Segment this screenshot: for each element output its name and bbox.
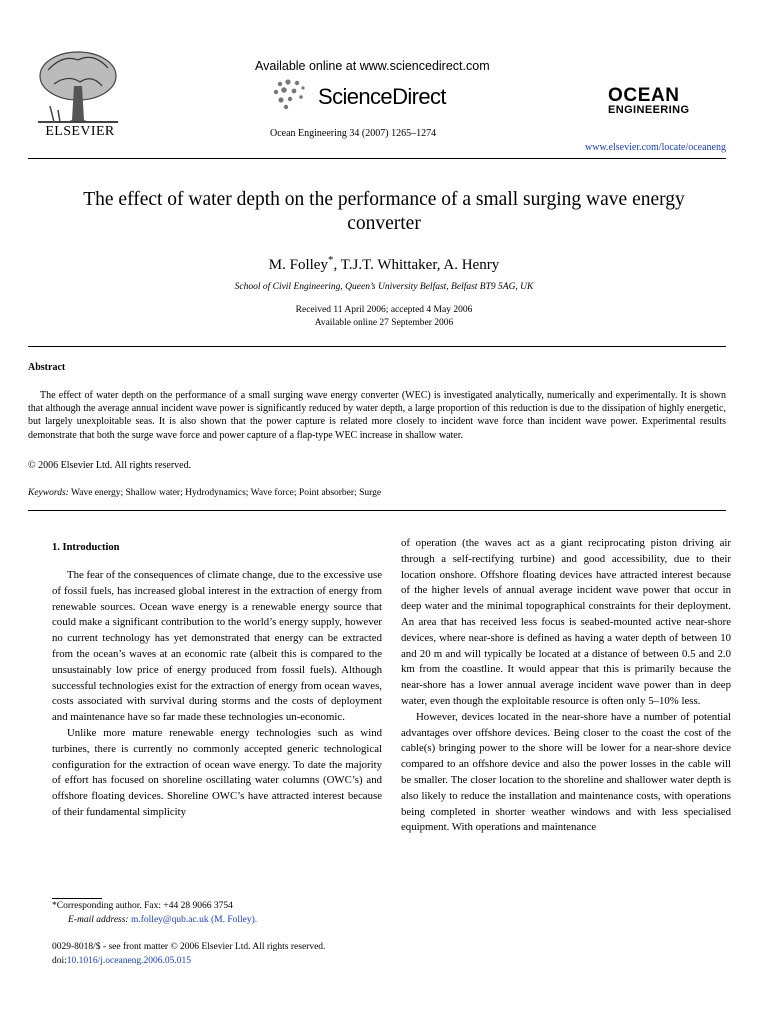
author-list: [60, 254, 708, 274]
journal-logo-ocean: OCEAN: [608, 85, 680, 106]
abstract-top-divider: [28, 346, 726, 347]
available-online-notice: Available online at www.sciencedirect.com: [255, 59, 490, 73]
abstract-bottom-divider: [28, 510, 726, 511]
abstract-copyright: © 2006 Elsevier Ltd. All rights reserved.: [28, 460, 192, 471]
abstract-heading: Abstract: [28, 362, 66, 373]
paragraph: Unlike more mature renewable energy technologies such as wind turbines, there is currently no commonly accepted generic technological configuration for the extraction of ocean wave energy. To date the majority of effort has focused on shoreline oscillating water columns (OWC’s) and offshore floating devices. Shoreline OWC’s have attracted interest because of their fundamental simplicity: [52, 726, 382, 818]
journal-citation: Ocean Engineering 34 (2007) 1265–1274: [270, 128, 437, 139]
section-heading-introduction: 1. Introduction: [52, 542, 120, 553]
keywords-label: Keywords:: [28, 488, 69, 498]
received-date: Received 11 April 2006; accepted 4 May 2006: [295, 305, 473, 315]
article-title: The effect of water depth on the performance of a small surging wave energy converter: [83, 189, 685, 234]
issn-line: 0029-8018/$ - see front matter © 2006 Elsevier Ltd. All rights reserved.: [52, 942, 326, 952]
body-column-left: [52, 568, 382, 821]
abstract-text: The effect of water depth on the performance of a small surging wave energy converter (WEC) is investigated analytically, numerically and experimentally. It is shown that although the average annual incident wave power is significantly reduced by water depth, a large proportion of this reduction is due to the dissipation of highly energetic, but largely unexploitable seas. It is also shown that the power capture is related more closely to incident wave force than incident wave power. Experimental results demonstrate that both the surge wave force and power capture of a flap-type WEC increase in shallow water.: [28, 390, 726, 441]
doi-label: doi:: [52, 956, 67, 966]
publisher-name: ELSEVIER: [45, 124, 115, 139]
author-first[interactable]: M. Folley: [268, 257, 328, 273]
sciencedirect-wordmark: ScienceDirect: [318, 84, 446, 109]
author-rest: , T.J.T. Whittaker, A. Henry: [333, 257, 500, 273]
journal-url-link[interactable]: www.elsevier.com/locate/oceaneng: [585, 142, 726, 153]
paragraph: of operation (the waves act as a giant reciprocating piston driving air through a self-rectifying turbine) and good accessibility, due to their location onshore. Offshore floating devices have attracted interest because of the higher levels of annual average incident wave power that occur in deep water and the minimal topographical constraints for their deployment. An area that has received less focus is seabed-mounted active near-shore devices, where near-shore is defined as having a water depth of between 10 and 20 m and will typically be located at a distance of between 0.5 and 2.0 km from the coastline. It would appear that this is primarily because the near-shore has a lower annual average incident wave power than in deep water, even though the exploitable resource is often only 5–10% less.: [401, 537, 731, 707]
email-link[interactable]: m.folley@qub.ac.uk (M. Folley).: [128, 915, 258, 925]
doi-line: [52, 954, 191, 968]
author-affiliation: School of Civil Engineering, Queen’s University Belfast, Belfast BT9 5AG, UK: [234, 282, 534, 292]
available-date: Available online 27 September 2006: [314, 318, 454, 328]
keywords-list: Wave energy; Shallow water; Hydrodynamics; Wave force; Point absorber; Surge: [68, 488, 382, 498]
paragraph: However, devices located in the near-shore have a number of potential advantages over offshore devices. Being closer to the coast the cost of the cable(s) bringing power to the shore will be lower for a near-shore device compared to an offshore device and also the power losses in the cable will be smaller. The closer location to the shoreline and shallower water depth is also likely to reduce the installation and maintenance costs, with operations being completed in shorter weather windows and with less specialised equipment. With operations and maintenance: [401, 710, 731, 834]
corresponding-author-mark: *: [327, 254, 334, 266]
keywords: [28, 488, 381, 498]
header-divider: [28, 158, 726, 159]
email-label: E-mail address:: [68, 915, 129, 925]
sciencedirect-logo-icon: [272, 78, 316, 110]
paragraph: The fear of the consequences of climate change, due to the excessive use of fossil fuels, has increased global interest in the extraction of energy from renewable sources. Ocean wave energy is a renewable energy source that could make a significant contribution to the world’s energy supply, however no current technology has yet demonstrated that energy can be extracted from the ocean’s waves at an economic rate (albeit this is compared to the unsustainably low price of energy produced from fossil fuels). Although successful technologies exist for the extraction of energy from ocean waves, costs associated with survival during storms and the costs of deployment and maintenance have so far made these technologies un-economic.: [52, 569, 382, 724]
doi-link[interactable]: 10.1016/j.oceaneng.2006.05.015: [66, 956, 192, 966]
article-history: [60, 304, 708, 330]
corresponding-author-footnote: *Corresponding author. Fax: +44 28 9066 3754: [52, 901, 233, 911]
body-column-right: [401, 536, 731, 836]
email-footnote: [68, 913, 257, 927]
journal-logo-engineering: ENGINEERING: [608, 104, 690, 116]
